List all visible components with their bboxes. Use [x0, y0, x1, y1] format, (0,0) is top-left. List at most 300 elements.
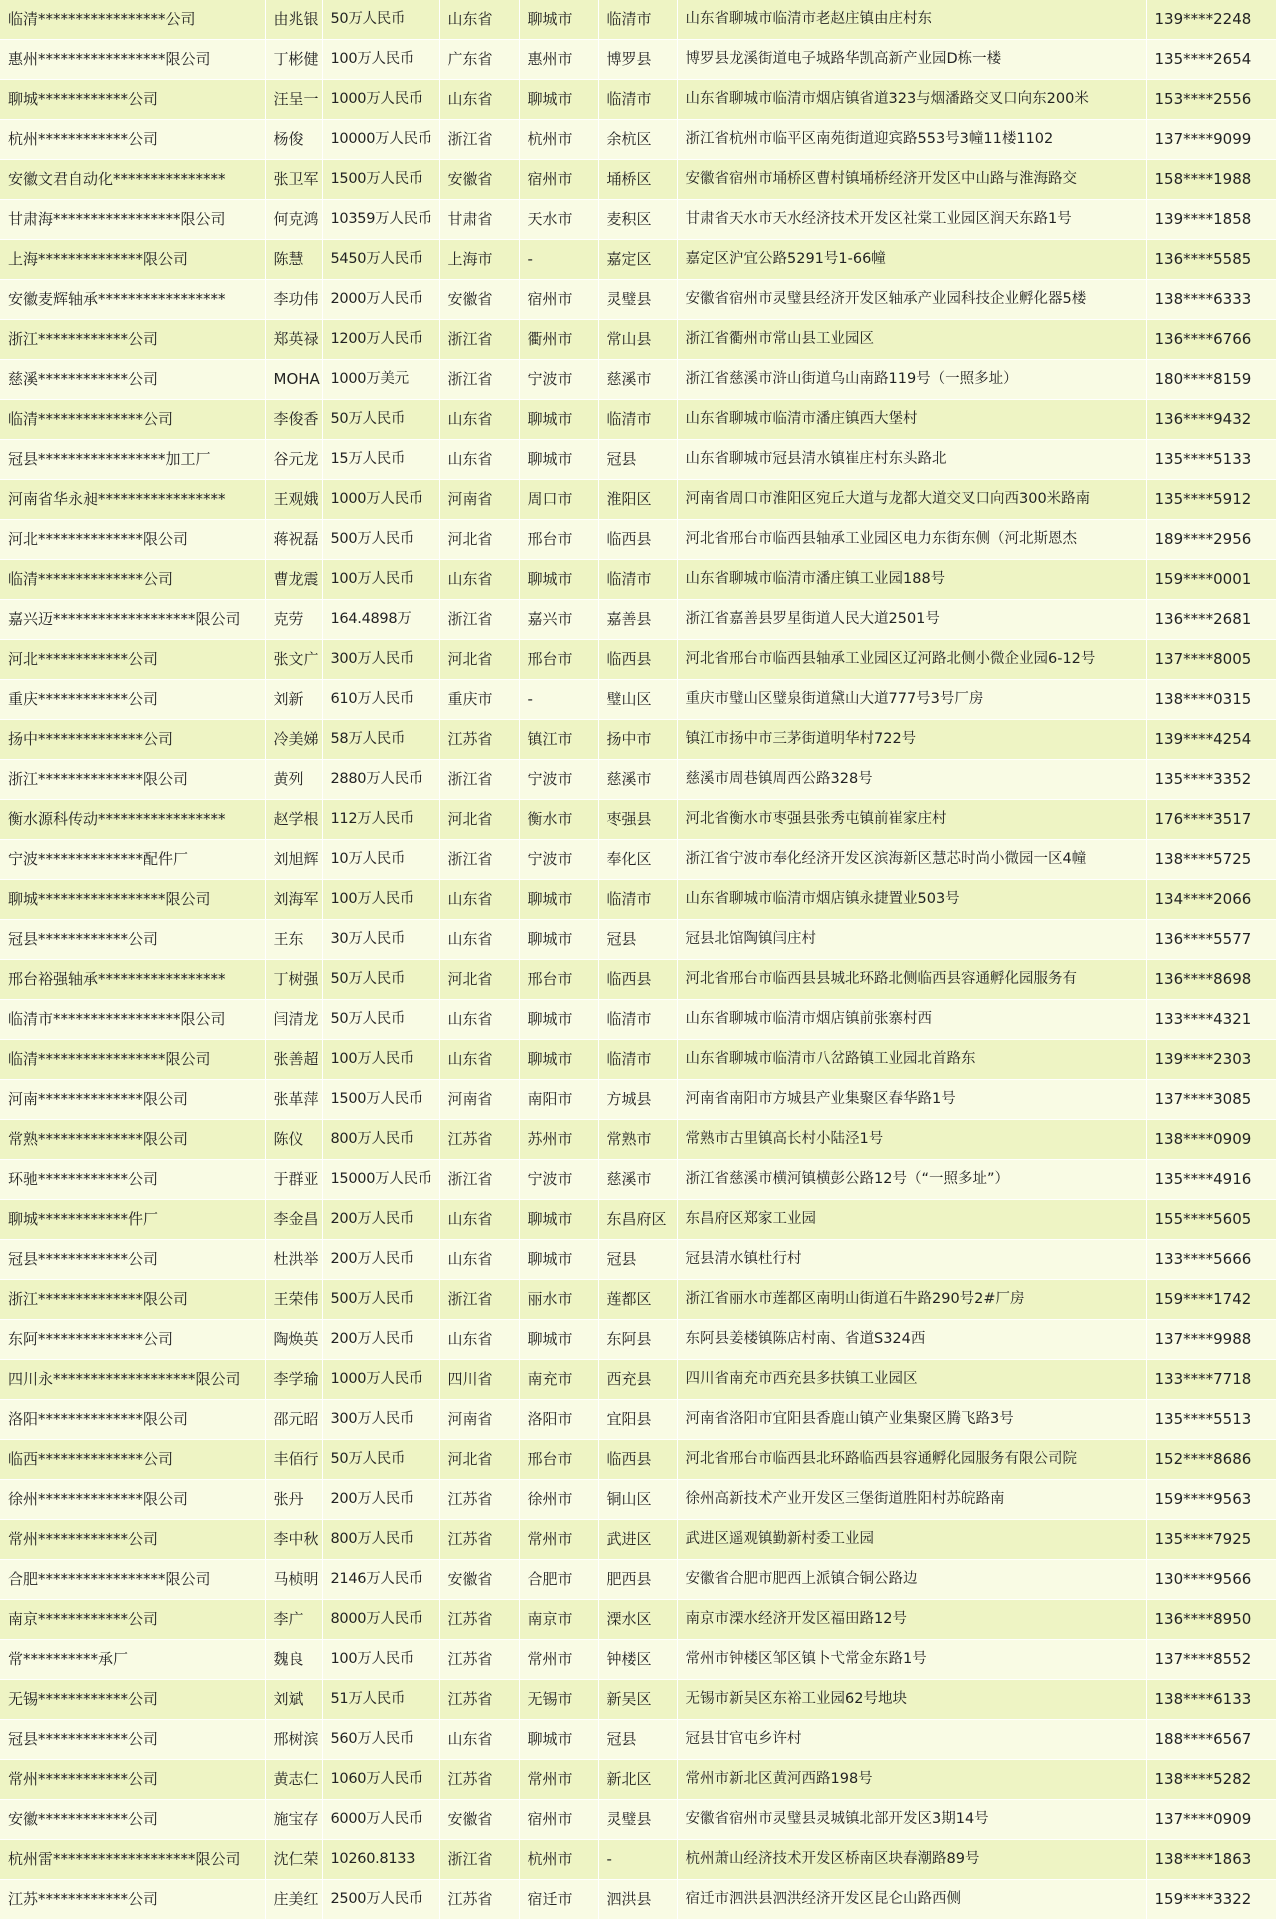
registered-capital-cell: 200万人民币: [322, 1320, 439, 1360]
province-cell: 四川省: [439, 1360, 519, 1400]
address-cell: 山东省聊城市临清市潘庄镇西大堡村: [677, 400, 1146, 440]
company-name-cell: 河南省华永昶*****************: [0, 480, 265, 520]
address-cell: 安徽省宿州市灵璧县灵城镇北部开发区3期14号: [677, 1800, 1146, 1840]
address-cell: 徐州高新技术产业开发区三堡街道胜阳村苏皖路南: [677, 1480, 1146, 1520]
table-row: [0, 1000, 1276, 1040]
city-cell: 聊城市: [519, 1200, 598, 1240]
city-cell: 聊城市: [519, 1320, 598, 1360]
city-cell: 常州市: [519, 1640, 598, 1680]
company-name-cell: 临西**************公司: [0, 1440, 265, 1480]
company-name-cell: 河北**************限公司: [0, 520, 265, 560]
table-row: [0, 1040, 1276, 1080]
registered-capital-cell: 51万人民币: [322, 1680, 439, 1720]
province-cell: 河北省: [439, 800, 519, 840]
company-name-cell: 重庆************公司: [0, 680, 265, 720]
registered-capital-cell: 50万人民币: [322, 0, 439, 40]
phone-cell: 138****6133: [1146, 1680, 1276, 1720]
table-row: [0, 1360, 1276, 1400]
phone-cell: 139****4254: [1146, 720, 1276, 760]
province-cell: 山东省: [439, 80, 519, 120]
province-cell: 江苏省: [439, 1880, 519, 1920]
district-cell: 冠县: [598, 1240, 677, 1280]
table-row: [0, 920, 1276, 960]
company-name-cell: 聊城************件厂: [0, 1200, 265, 1240]
city-cell: 洛阳市: [519, 1400, 598, 1440]
legal-rep-cell: 赵学根: [265, 800, 322, 840]
district-cell: 临清市: [598, 1000, 677, 1040]
address-cell: 山东省聊城市临清市烟店镇永捷置业503号: [677, 880, 1146, 920]
table-row: [0, 480, 1276, 520]
city-cell: 常州市: [519, 1760, 598, 1800]
district-cell: 东阿县: [598, 1320, 677, 1360]
province-cell: 浙江省: [439, 840, 519, 880]
registered-capital-cell: 610万人民币: [322, 680, 439, 720]
city-cell: 邢台市: [519, 520, 598, 560]
legal-rep-cell: 邵元昭: [265, 1400, 322, 1440]
district-cell: 临清市: [598, 400, 677, 440]
registered-capital-cell: 1500万人民币: [322, 1080, 439, 1120]
district-cell: 泗洪县: [598, 1880, 677, 1920]
district-cell: 新北区: [598, 1760, 677, 1800]
phone-cell: 135****5133: [1146, 440, 1276, 480]
legal-rep-cell: 何克鸿: [265, 200, 322, 240]
province-cell: 浙江省: [439, 600, 519, 640]
district-cell: 嘉定区: [598, 240, 677, 280]
company-name-cell: 常州************公司: [0, 1520, 265, 1560]
phone-cell: 159****9563: [1146, 1480, 1276, 1520]
province-cell: 山东省: [439, 880, 519, 920]
address-cell: 浙江省杭州市临平区南苑街道迎宾路553号3幢11楼1102: [677, 120, 1146, 160]
province-cell: 浙江省: [439, 1280, 519, 1320]
address-cell: 东阿县姜楼镇陈店村南、省道S324西: [677, 1320, 1146, 1360]
table-row: [0, 1680, 1276, 1720]
province-cell: 江苏省: [439, 1680, 519, 1720]
address-cell: 河北省邢台市临西县轴承工业园区辽河路北侧小微企业园6-12号: [677, 640, 1146, 680]
district-cell: 临西县: [598, 640, 677, 680]
city-cell: 宿迁市: [519, 1880, 598, 1920]
province-cell: 山东省: [439, 0, 519, 40]
city-cell: 聊城市: [519, 920, 598, 960]
district-cell: 慈溪市: [598, 1160, 677, 1200]
district-cell: 东昌府区: [598, 1200, 677, 1240]
company-name-cell: 慈溪************公司: [0, 360, 265, 400]
address-cell: 山东省聊城市临清市八岔路镇工业园北首路东: [677, 1040, 1146, 1080]
province-cell: 山东省: [439, 560, 519, 600]
province-cell: 甘肃省: [439, 200, 519, 240]
legal-rep-cell: 丰佰行: [265, 1440, 322, 1480]
city-cell: 聊城市: [519, 1720, 598, 1760]
district-cell: 埇桥区: [598, 160, 677, 200]
province-cell: 上海市: [439, 240, 519, 280]
legal-rep-cell: 丁树强: [265, 960, 322, 1000]
legal-rep-cell: 刘斌: [265, 1680, 322, 1720]
company-name-cell: 临清*****************限公司: [0, 1040, 265, 1080]
address-cell: 山东省聊城市冠县清水镇崔庄村东头路北: [677, 440, 1146, 480]
legal-rep-cell: 张革萍: [265, 1080, 322, 1120]
company-name-cell: 冠县************公司: [0, 920, 265, 960]
city-cell: 合肥市: [519, 1560, 598, 1600]
legal-rep-cell: 冷美娣: [265, 720, 322, 760]
address-cell: 常州市新北区黄河西路198号: [677, 1760, 1146, 1800]
address-cell: 河北省邢台市临西县轴承工业园区电力东街东侧（河北斯恩杰: [677, 520, 1146, 560]
phone-cell: 133****5666: [1146, 1240, 1276, 1280]
company-name-cell: 惠州*****************限公司: [0, 40, 265, 80]
address-cell: 山东省聊城市临清市潘庄镇工业园188号: [677, 560, 1146, 600]
legal-rep-cell: 马桢明: [265, 1560, 322, 1600]
legal-rep-cell: 李学瑜: [265, 1360, 322, 1400]
city-cell: 惠州市: [519, 40, 598, 80]
district-cell: 临清市: [598, 0, 677, 40]
district-cell: 慈溪市: [598, 760, 677, 800]
phone-cell: 136****9432: [1146, 400, 1276, 440]
table-row: [0, 960, 1276, 1000]
phone-cell: 135****2654: [1146, 40, 1276, 80]
phone-cell: 136****2681: [1146, 600, 1276, 640]
phone-cell: 137****8552: [1146, 1640, 1276, 1680]
table-row: [0, 40, 1276, 80]
city-cell: 杭州市: [519, 1840, 598, 1880]
company-name-cell: 甘肃海*****************限公司: [0, 200, 265, 240]
district-cell: 冠县: [598, 920, 677, 960]
district-cell: 慈溪市: [598, 360, 677, 400]
legal-rep-cell: 谷元龙: [265, 440, 322, 480]
legal-rep-cell: 刘海军: [265, 880, 322, 920]
registered-capital-cell: 100万人民币: [322, 1040, 439, 1080]
phone-cell: 152****8686: [1146, 1440, 1276, 1480]
address-cell: 河北省邢台市临西县北环路临西县容通孵化园服务有限公司院: [677, 1440, 1146, 1480]
city-cell: 聊城市: [519, 560, 598, 600]
registered-capital-cell: 1200万人民币: [322, 320, 439, 360]
company-name-cell: 聊城************公司: [0, 80, 265, 120]
phone-cell: 134****2066: [1146, 880, 1276, 920]
table-row: [0, 1400, 1276, 1440]
province-cell: 江苏省: [439, 1480, 519, 1520]
phone-cell: 153****2556: [1146, 80, 1276, 120]
city-cell: 周口市: [519, 480, 598, 520]
province-cell: 江苏省: [439, 1600, 519, 1640]
city-cell: 衡水市: [519, 800, 598, 840]
legal-rep-cell: 汪呈一: [265, 80, 322, 120]
city-cell: -: [519, 240, 598, 280]
district-cell: 肥西县: [598, 1560, 677, 1600]
city-cell: 无锡市: [519, 1680, 598, 1720]
table-row: [0, 1880, 1276, 1920]
city-cell: 聊城市: [519, 880, 598, 920]
legal-rep-cell: 刘新: [265, 680, 322, 720]
registered-capital-cell: 10万人民币: [322, 840, 439, 880]
table-row: [0, 560, 1276, 600]
address-cell: 无锡市新吴区东裕工业园62号地块: [677, 1680, 1146, 1720]
registered-capital-cell: 1000万人民币: [322, 80, 439, 120]
table-row: [0, 400, 1276, 440]
phone-cell: 135****4916: [1146, 1160, 1276, 1200]
phone-cell: 133****4321: [1146, 1000, 1276, 1040]
province-cell: 浙江省: [439, 1160, 519, 1200]
district-cell: 常山县: [598, 320, 677, 360]
table-row: [0, 760, 1276, 800]
table-row: [0, 1520, 1276, 1560]
phone-cell: 138****5725: [1146, 840, 1276, 880]
province-cell: 山东省: [439, 1200, 519, 1240]
legal-rep-cell: 张卫军: [265, 160, 322, 200]
company-name-cell: 河南**************限公司: [0, 1080, 265, 1120]
legal-rep-cell: 曹龙震: [265, 560, 322, 600]
province-cell: 浙江省: [439, 1840, 519, 1880]
registered-capital-cell: 10260.8133: [322, 1840, 439, 1880]
company-name-cell: 衡水源科传动*****************: [0, 800, 265, 840]
registered-capital-cell: 300万人民币: [322, 1400, 439, 1440]
legal-rep-cell: 杜洪举: [265, 1240, 322, 1280]
address-cell: 常熟市古里镇高长村小陆泾1号: [677, 1120, 1146, 1160]
registered-capital-cell: 100万人民币: [322, 40, 439, 80]
phone-cell: 135****7925: [1146, 1520, 1276, 1560]
phone-cell: 138****1863: [1146, 1840, 1276, 1880]
city-cell: 邢台市: [519, 960, 598, 1000]
city-cell: 天水市: [519, 200, 598, 240]
company-name-cell: 冠县************公司: [0, 1720, 265, 1760]
city-cell: 衢州市: [519, 320, 598, 360]
registered-capital-cell: 15000万人民币: [322, 1160, 439, 1200]
phone-cell: 136****6766: [1146, 320, 1276, 360]
registered-capital-cell: 10000万人民币: [322, 120, 439, 160]
phone-cell: 188****6567: [1146, 1720, 1276, 1760]
table-row: [0, 520, 1276, 560]
table-row: [0, 1800, 1276, 1840]
district-cell: 临清市: [598, 1040, 677, 1080]
phone-cell: 135****5513: [1146, 1400, 1276, 1440]
table-row: [0, 160, 1276, 200]
registered-capital-cell: 200万人民币: [322, 1480, 439, 1520]
table-row: [0, 360, 1276, 400]
phone-cell: 137****9099: [1146, 120, 1276, 160]
district-cell: 临西县: [598, 520, 677, 560]
phone-cell: 176****3517: [1146, 800, 1276, 840]
registered-capital-cell: 1060万人民币: [322, 1760, 439, 1800]
province-cell: 河北省: [439, 960, 519, 1000]
phone-cell: 136****8950: [1146, 1600, 1276, 1640]
province-cell: 江苏省: [439, 1120, 519, 1160]
district-cell: 博罗县: [598, 40, 677, 80]
district-cell: 铜山区: [598, 1480, 677, 1520]
legal-rep-cell: 黄志仁: [265, 1760, 322, 1800]
district-cell: 冠县: [598, 1720, 677, 1760]
legal-rep-cell: 黄列: [265, 760, 322, 800]
company-name-cell: 徐州**************限公司: [0, 1480, 265, 1520]
table-row: [0, 0, 1276, 40]
address-cell: 浙江省衢州市常山县工业园区: [677, 320, 1146, 360]
address-cell: 冠县清水镇杜行村: [677, 1240, 1146, 1280]
district-cell: 新吴区: [598, 1680, 677, 1720]
table-row: [0, 80, 1276, 120]
phone-cell: 139****2248: [1146, 0, 1276, 40]
company-name-cell: 安徽************公司: [0, 1800, 265, 1840]
registered-capital-cell: 200万人民币: [322, 1240, 439, 1280]
district-cell: 西充县: [598, 1360, 677, 1400]
registered-capital-cell: 30万人民币: [322, 920, 439, 960]
company-name-cell: 临清*****************公司: [0, 0, 265, 40]
company-name-cell: 常**********承厂: [0, 1640, 265, 1680]
company-name-cell: 扬中**************公司: [0, 720, 265, 760]
registered-capital-cell: 800万人民币: [322, 1520, 439, 1560]
district-cell: 临清市: [598, 880, 677, 920]
legal-rep-cell: 施宝存: [265, 1800, 322, 1840]
district-cell: 宜阳县: [598, 1400, 677, 1440]
phone-cell: 136****5577: [1146, 920, 1276, 960]
company-name-cell: 杭州雷*******************限公司: [0, 1840, 265, 1880]
district-cell: 冠县: [598, 440, 677, 480]
district-cell: 淮阳区: [598, 480, 677, 520]
company-name-cell: 冠县************公司: [0, 1240, 265, 1280]
company-name-cell: 冠县*****************加工厂: [0, 440, 265, 480]
table-row: [0, 640, 1276, 680]
city-cell: 宁波市: [519, 760, 598, 800]
company-name-cell: 常熟**************限公司: [0, 1120, 265, 1160]
registered-capital-cell: 100万人民币: [322, 880, 439, 920]
phone-cell: 137****9988: [1146, 1320, 1276, 1360]
legal-rep-cell: 张丹: [265, 1480, 322, 1520]
city-cell: 南京市: [519, 1600, 598, 1640]
table-row: [0, 1280, 1276, 1320]
legal-rep-cell: 于群亚: [265, 1160, 322, 1200]
address-cell: 武进区遥观镇勤新村委工业园: [677, 1520, 1146, 1560]
district-cell: 溧水区: [598, 1600, 677, 1640]
registered-capital-cell: 1000万人民币: [322, 1360, 439, 1400]
city-cell: 南阳市: [519, 1080, 598, 1120]
company-name-cell: 常州************公司: [0, 1760, 265, 1800]
district-cell: 武进区: [598, 1520, 677, 1560]
table-row: [0, 240, 1276, 280]
company-name-cell: 浙江**************限公司: [0, 1280, 265, 1320]
phone-cell: 135****3352: [1146, 760, 1276, 800]
legal-rep-cell: 闫清龙: [265, 1000, 322, 1040]
address-cell: 浙江省慈溪市浒山街道乌山南路119号（一照多址）: [677, 360, 1146, 400]
address-cell: 山东省聊城市临清市烟店镇前张寨村西: [677, 1000, 1146, 1040]
province-cell: 江苏省: [439, 1640, 519, 1680]
registered-capital-cell: 1500万人民币: [322, 160, 439, 200]
address-cell: 安徽省宿州市灵璧县经济开发区轴承产业园科技企业孵化器5楼: [677, 280, 1146, 320]
table-row: [0, 880, 1276, 920]
address-cell: 河南省洛阳市宜阳县香鹿山镇产业集聚区腾飞路3号: [677, 1400, 1146, 1440]
legal-rep-cell: 王观娥: [265, 480, 322, 520]
legal-rep-cell: 蒋祝磊: [265, 520, 322, 560]
address-cell: 浙江省慈溪市横河镇横彭公路12号（“一照多址”）: [677, 1160, 1146, 1200]
table-row: [0, 1480, 1276, 1520]
city-cell: 丽水市: [519, 1280, 598, 1320]
phone-cell: 138****6333: [1146, 280, 1276, 320]
district-cell: 余杭区: [598, 120, 677, 160]
table-row: [0, 120, 1276, 160]
district-cell: 麦积区: [598, 200, 677, 240]
legal-rep-cell: 杨俊: [265, 120, 322, 160]
address-cell: 河南省南阳市方城县产业集聚区春华路1号: [677, 1080, 1146, 1120]
phone-cell: 136****5585: [1146, 240, 1276, 280]
company-name-cell: 临清**************公司: [0, 400, 265, 440]
registered-capital-cell: 164.4898万: [322, 600, 439, 640]
district-cell: 灵璧县: [598, 280, 677, 320]
legal-rep-cell: 由兆银: [265, 0, 322, 40]
district-cell: 枣强县: [598, 800, 677, 840]
district-cell: -: [598, 1840, 677, 1880]
table-row: [0, 840, 1276, 880]
district-cell: 临西县: [598, 960, 677, 1000]
company-name-cell: 四川永*******************限公司: [0, 1360, 265, 1400]
company-name-cell: 浙江************公司: [0, 320, 265, 360]
company-name-cell: 上海**************限公司: [0, 240, 265, 280]
city-cell: 宁波市: [519, 1160, 598, 1200]
legal-rep-cell: 李金昌: [265, 1200, 322, 1240]
address-cell: 浙江省嘉善县罗星街道人民大道2501号: [677, 600, 1146, 640]
company-name-cell: 邢台裕强轴承*****************: [0, 960, 265, 1000]
province-cell: 江苏省: [439, 1760, 519, 1800]
phone-cell: 180****8159: [1146, 360, 1276, 400]
registered-capital-cell: 500万人民币: [322, 1280, 439, 1320]
province-cell: 山东省: [439, 1720, 519, 1760]
registered-capital-cell: 112万人民币: [322, 800, 439, 840]
legal-rep-cell: 陶焕英: [265, 1320, 322, 1360]
city-cell: 宿州市: [519, 160, 598, 200]
province-cell: 安徽省: [439, 160, 519, 200]
city-cell: 嘉兴市: [519, 600, 598, 640]
company-name-cell: 洛阳**************限公司: [0, 1400, 265, 1440]
address-cell: 冠县北馆陶镇闫庄村: [677, 920, 1146, 960]
company-name-cell: 临清**************公司: [0, 560, 265, 600]
phone-cell: 137****3085: [1146, 1080, 1276, 1120]
city-cell: 邢台市: [519, 640, 598, 680]
city-cell: 聊城市: [519, 1000, 598, 1040]
registered-capital-cell: 100万人民币: [322, 1640, 439, 1680]
phone-cell: 159****0001: [1146, 560, 1276, 600]
registered-capital-cell: 50万人民币: [322, 960, 439, 1000]
district-cell: 嘉善县: [598, 600, 677, 640]
province-cell: 山东省: [439, 1040, 519, 1080]
company-name-cell: 聊城*****************限公司: [0, 880, 265, 920]
district-cell: 方城县: [598, 1080, 677, 1120]
province-cell: 江苏省: [439, 1520, 519, 1560]
registered-capital-cell: 50万人民币: [322, 1440, 439, 1480]
phone-cell: 135****5912: [1146, 480, 1276, 520]
province-cell: 山东省: [439, 400, 519, 440]
registered-capital-cell: 2500万人民币: [322, 1880, 439, 1920]
address-cell: 嘉定区沪宜公路5291号1-66幢: [677, 240, 1146, 280]
company-name-cell: 河北************公司: [0, 640, 265, 680]
table-row: [0, 1560, 1276, 1600]
company-name-cell: 东阿**************公司: [0, 1320, 265, 1360]
city-cell: 常州市: [519, 1520, 598, 1560]
phone-cell: 138****5282: [1146, 1760, 1276, 1800]
table-row: [0, 1840, 1276, 1880]
table-row: [0, 320, 1276, 360]
district-cell: 奉化区: [598, 840, 677, 880]
city-cell: 徐州市: [519, 1480, 598, 1520]
phone-cell: 136****8698: [1146, 960, 1276, 1000]
city-cell: 宿州市: [519, 280, 598, 320]
city-cell: 杭州市: [519, 120, 598, 160]
address-cell: 镇江市扬中市三茅街道明华村722号: [677, 720, 1146, 760]
registered-capital-cell: 5450万人民币: [322, 240, 439, 280]
phone-cell: 130****9566: [1146, 1560, 1276, 1600]
city-cell: 聊城市: [519, 0, 598, 40]
address-cell: 常州市钟楼区邹区镇卜弋常金东路1号: [677, 1640, 1146, 1680]
legal-rep-cell: 魏良: [265, 1640, 322, 1680]
address-cell: 博罗县龙溪街道电子城路华凯高新产业园D栋一楼: [677, 40, 1146, 80]
registered-capital-cell: 560万人民币: [322, 1720, 439, 1760]
district-cell: 扬中市: [598, 720, 677, 760]
company-name-cell: 宁波**************配件厂: [0, 840, 265, 880]
province-cell: 山东省: [439, 1000, 519, 1040]
address-cell: 杭州萧山经济技术开发区桥南区块春潮路89号: [677, 1840, 1146, 1880]
company-name-cell: 合肥*****************限公司: [0, 1560, 265, 1600]
province-cell: 山东省: [439, 440, 519, 480]
